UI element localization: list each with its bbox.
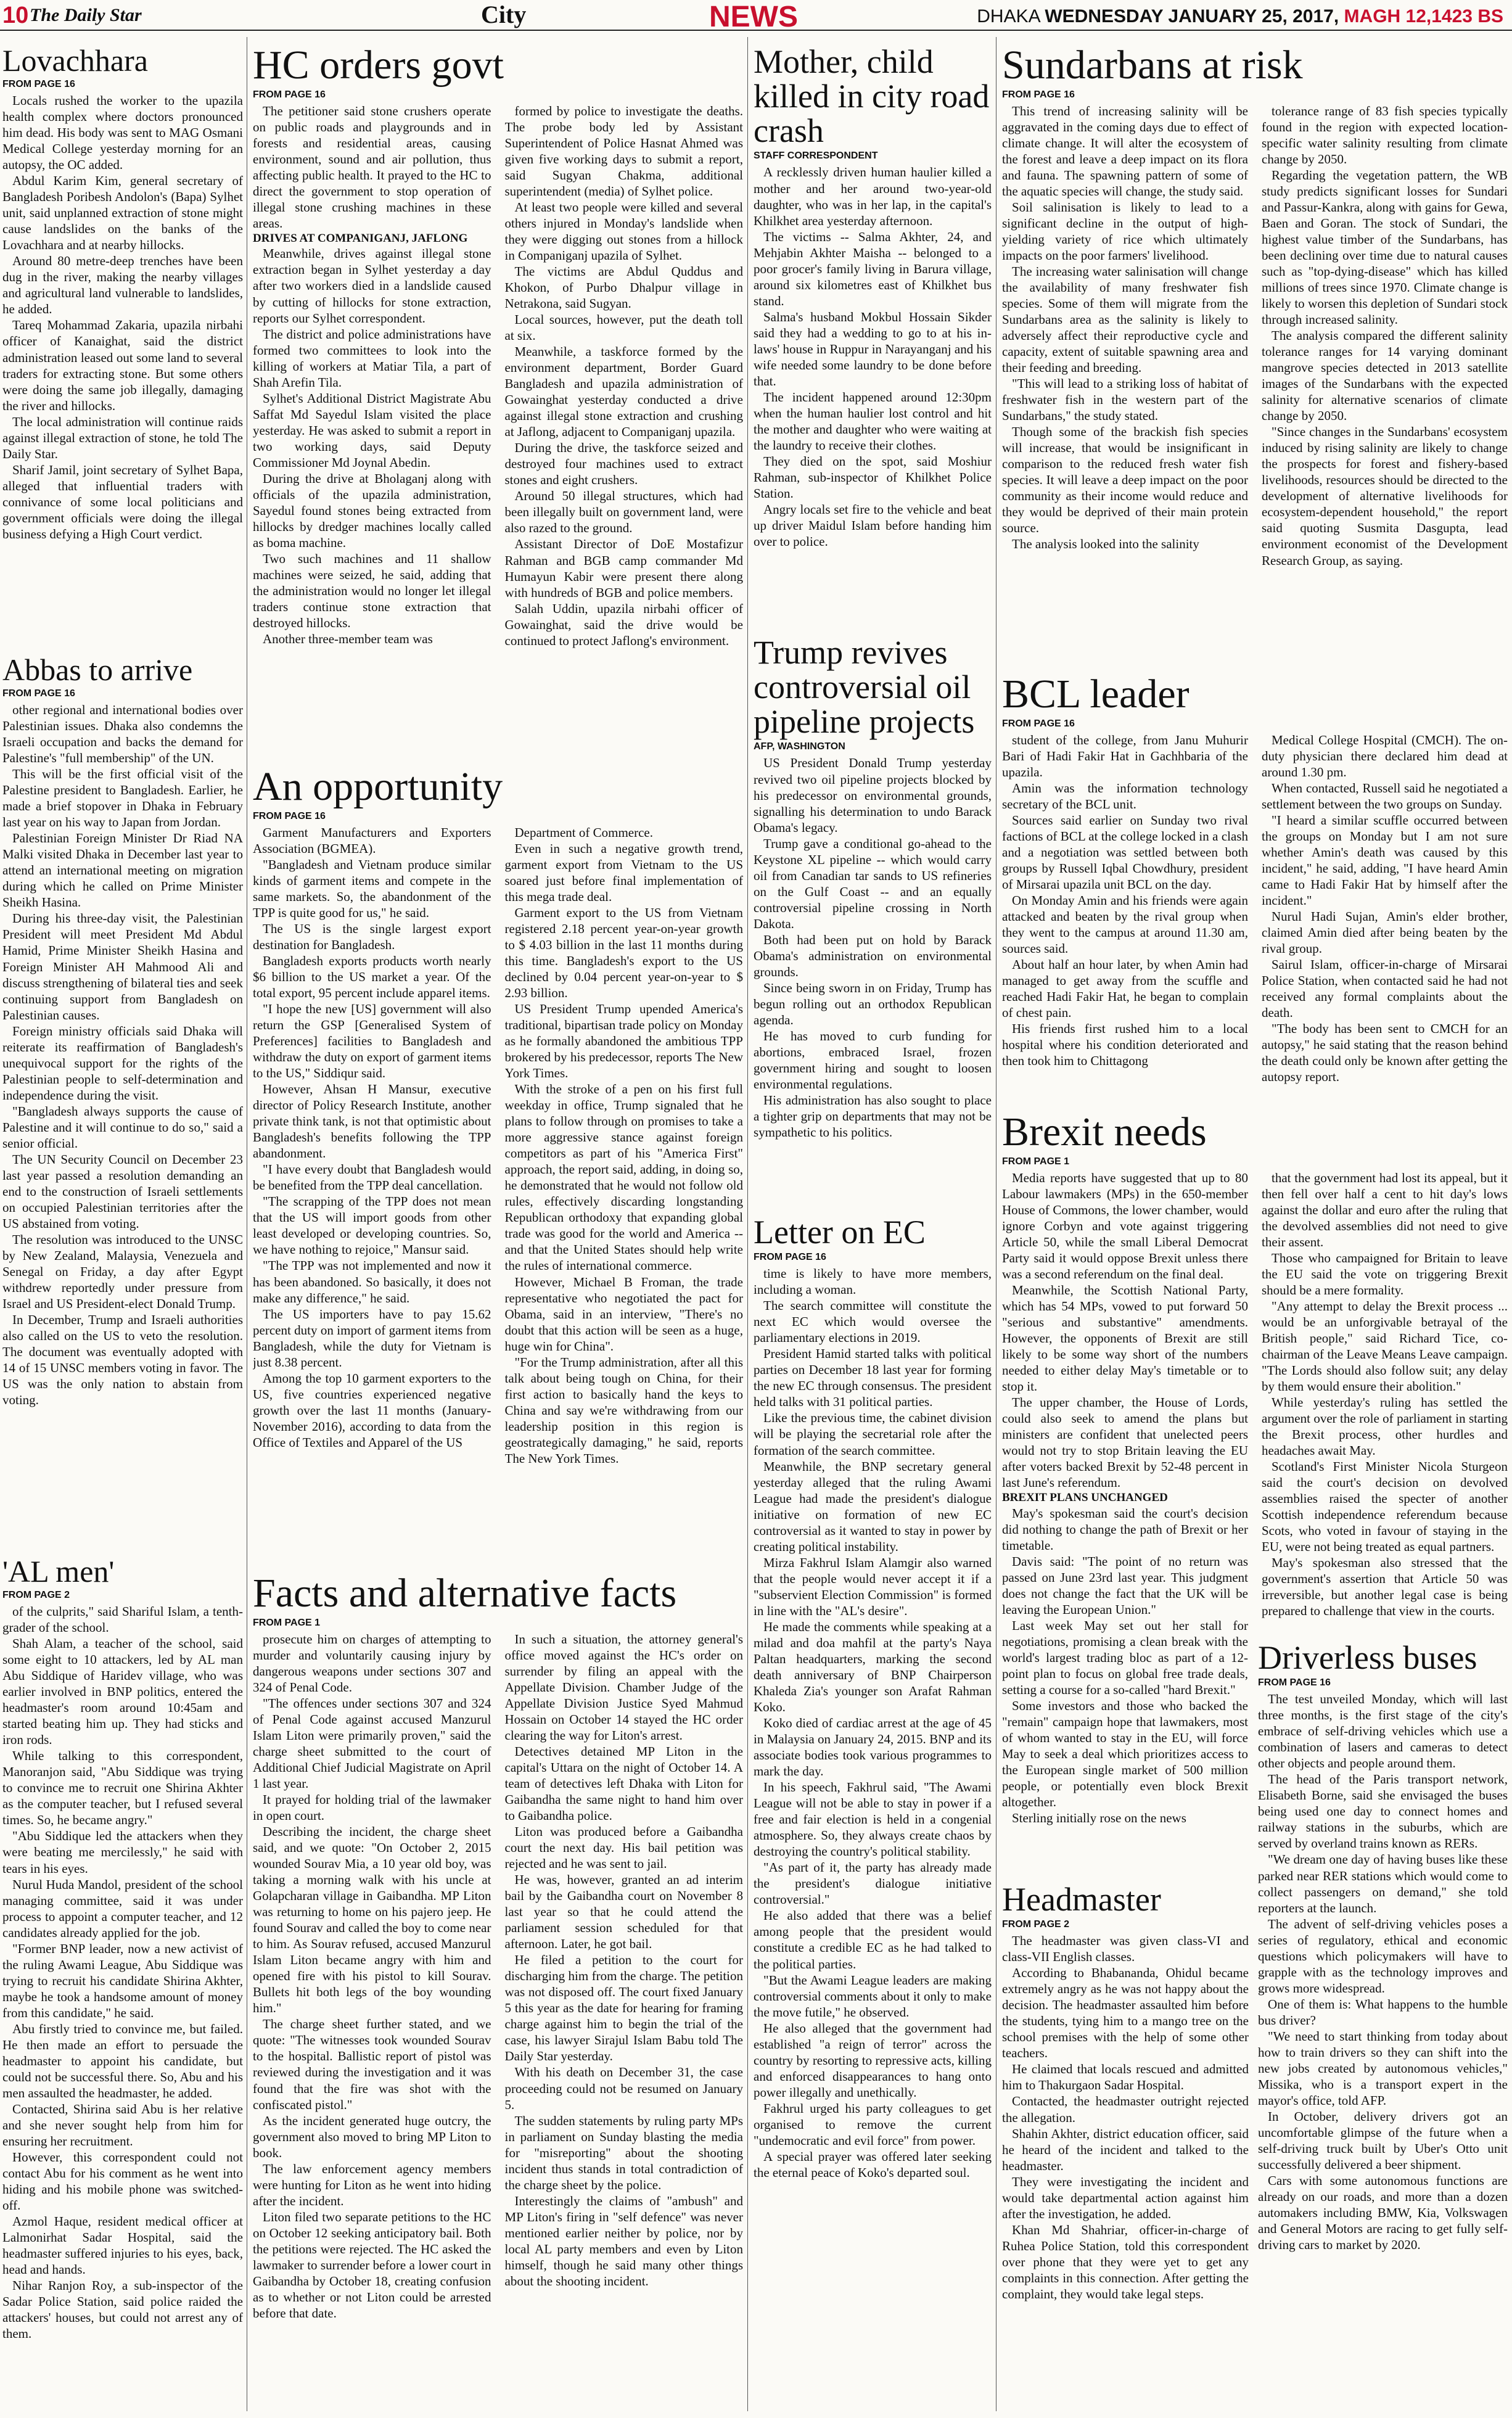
paragraph: Davis said: "The point of no return was passed on June 23rd last year. This judgment does not change the fact that the UK will be leaving the European Union." bbox=[1002, 1553, 1248, 1617]
paragraph: Department of Commerce. bbox=[514, 825, 653, 840]
headline: An opportunity bbox=[253, 766, 503, 809]
text-column bbox=[1262, 103, 1508, 569]
paragraph: Shahin Akhter, district education officer, said he heard of the incident and talked to the headmaster. bbox=[1002, 2126, 1249, 2173]
paragraph: The upper chamber, the House of Lords, could also seek to amend the plans but ministers are confident that unelected peers would not try to stop Britain leaving the EU after voters backed Brexit by 52-48 percent in last June's referendum. bbox=[1002, 1395, 1248, 1491]
paragraph: Cars with some autonomous functions are already on our roads, and more than a dozen automakers including BMW, Kia, Volkswagen and General Motors are racing to get fully self-driving cars to market by 2020. bbox=[1258, 2173, 1508, 2253]
text-column bbox=[505, 103, 744, 649]
paragraph: Interestingly the claims of "ambush" and MP Liton's firing in "self defence" was never mentioned earlier neither by police, nor by local AL party members and even by Liton himself, though he said many other things about the shooting incident. bbox=[504, 2193, 743, 2288]
paragraph: The sudden statements by ruling party MPs in parliament on Sunday blasting the media for "misreporting" about the shooting incident thus stands in total contradiction of the charge sheet by the police. bbox=[504, 2113, 743, 2192]
paragraph: When contacted, Russell said he negotiated a settlement between the two groups on Sunday. bbox=[1262, 780, 1508, 812]
story-mother-child bbox=[754, 44, 992, 630]
paragraph: Sylhet's Additional District Magistrate Abu Saffat Md Sayedul Islam visited the place yesterday. He was asked to submit a report in two working days, said Deputy Commissioner Md Joynal Abedin. bbox=[253, 390, 491, 470]
paragraph: Mirza Fakhrul Islam Alamgir also warned that the people would never accept it if a "subservient Election Commission" is formed in line with the "AL's desire". bbox=[754, 1555, 992, 1618]
headline: Mother, child killed in city road crash bbox=[754, 44, 990, 150]
paragraph: The US importers have to pay 15.62 percent duty on import of garment items from Bangladesh, while the duty for Vietnam is just 8.38 percent. bbox=[253, 1306, 491, 1370]
story-headmaster bbox=[1002, 1882, 1249, 2412]
paragraph: Nihar Ranjon Roy, a sub-inspector of the Sadar Police Station, said police raided the attackers' houses, but could not arrest any of them. bbox=[2, 2278, 243, 2342]
paragraph: The petitioner said stone crushers operate on public roads and playgrounds and in forests and residential areas, causing environment, sound and air pollution, thus affecting public health. It prayed to the HC to direct the government to stop operation of illegal stone crushing machines in these areas. bbox=[253, 103, 491, 231]
paragraph: Liton was produced before a Gaibandha court the next day. His bail petition was rejected and he was sent to jail. bbox=[504, 1824, 743, 1872]
paragraph: The victims are Abdul Quddus and Khokon, of Purbo Dhalpur village in Netrakona, said Sugyan. bbox=[504, 263, 743, 311]
paragraph: "Abu Siddique led the attackers when they were beating me mercilessly," he said with tears in his eyes. bbox=[2, 1828, 243, 1876]
paragraph: The search committee will constitute the next EC which would oversee the parliamentary elections in 2019. bbox=[754, 1298, 992, 1346]
paragraph: other regional and international bodies over Palestinian issues. Dhaka also condemns the Israeli occupation and backs the demand for Palestine's "full membership" of the UN. bbox=[2, 702, 243, 766]
headline: Trump revives controversial oil pipeline projects bbox=[754, 635, 975, 741]
paragraph: May's spokesman said the court's decision did nothing to change the path of Brexit or her timetable. bbox=[1002, 1505, 1248, 1553]
paragraph: The district and police administrations have formed two committees to look into the killing of workers at Matiar Tila, a part of Shah Arefin Tila. bbox=[253, 326, 491, 390]
paragraph: "The offences under sections 307 and 324 of Penal Code against accused Manzurul Islam Liton were primarily proven," said the charge sheet submitted to the court of Additional Chief Judicial Magistrate on April 1 last year. bbox=[253, 1695, 491, 1791]
text-column bbox=[1258, 1691, 1508, 2253]
story-facts bbox=[253, 1573, 743, 2412]
jump-label: FROM PAGE 16 bbox=[1258, 1677, 1331, 1688]
paragraph: The head of the Paris transport network, Elisabeth Borne, said she envisaged the buses being used one day to connect homes and railway stations in the suburbs, which are served by overland trains known as RERs. bbox=[1258, 1772, 1508, 1851]
headline: Driverless buses bbox=[1258, 1640, 1477, 1676]
jump-label: FROM PAGE 2 bbox=[1002, 1919, 1070, 1930]
dateline-date: WEDNESDAY JANUARY 25, 2017, bbox=[1045, 6, 1339, 27]
paragraph: time is likely to have more members, including a woman. bbox=[754, 1266, 992, 1297]
headline: Lovachhara bbox=[2, 44, 148, 78]
dateline-place: DHAKA bbox=[977, 6, 1040, 27]
story-body bbox=[754, 164, 992, 549]
paragraph: As the incident generated huge outcry, the government also moved to bring MP Liton to book. bbox=[253, 2113, 491, 2160]
paragraph: Angry locals set fire to the vehicle and beat up driver Maidul Islam before handing him over to police. bbox=[754, 502, 992, 549]
paragraph: With his death on December 31, the case proceeding could not be resumed on January 5. bbox=[504, 2065, 743, 2112]
paragraph: This trend of increasing salinity will be aggravated in the coming days due to effect of climate change. It will alter the ecosystem of the forest and leave a deep impact on its flora and fauna. The spawning pattern of some of the aquatic species will change, the study said. bbox=[1002, 103, 1248, 199]
text-column bbox=[253, 1631, 491, 2321]
paragraph: During his three-day visit, the Palestinian President will meet President Md Abdul Hamid, Prime Minister Sheikh Hasina and Foreign Minister AH Mahmood Ali and discuss strengthening of bilateral ties and seek continuing support from Bangladesh on Palestinian causes. bbox=[2, 911, 243, 1022]
paragraph: In December, Trump and Israeli authorities also called on the US to veto the resolution. The document was eventually adopted with 14 of 15 UNSC members voting in favor. The US was the only nation to abstain from voting. bbox=[2, 1312, 243, 1408]
paragraph: Last week May set out her stall for negotiations, promising a clean break with the world's largest trading bloc as part of a 12-point plan to focus on global free trade deals, setting a course for a so-called "hard Brexit." bbox=[1002, 1618, 1248, 1698]
paragraph: US President Trump upended America's traditional, bipartisan trade policy on Monday as he formally abandoned the ambitious TPP brokered by his predecessor, reports The New York Times. bbox=[504, 1001, 743, 1081]
headline: 'AL men' bbox=[2, 1555, 115, 1589]
paragraph: Sharif Jamil, joint secretary of Sylhet Bapa, alleged that influential traders with connivance of some local politicians and government officials were doing the illegal business defying a High Court verdict. bbox=[2, 462, 243, 541]
section-name: City bbox=[481, 1, 527, 28]
paragraph: Nurul Hadi Sujan, Amin's elder brother, claimed Amin died after being beaten by the rival group. bbox=[1262, 908, 1508, 956]
paragraph: "The scrapping of the TPP does not mean that the US will import goods from other least developed or developing countries. So, we have nothing to rejoice," Mansur said. bbox=[253, 1194, 491, 1257]
paragraph: His friends first rushed him to a local hospital where his condition deteriorated and then took him to Chittagong bbox=[1002, 1021, 1248, 1069]
story-body bbox=[754, 755, 992, 1140]
paragraph: Among the top 10 garment exporters to the US, five countries experienced negative growth over the last 11 months (January-November 2016), according to data from the Office of Textiles and Apparel of the US bbox=[253, 1370, 491, 1450]
paragraph: One of them is: What happens to the humble bus driver? bbox=[1258, 1996, 1508, 2028]
jump-label: STAFF CORRESPONDENT bbox=[754, 150, 878, 162]
headline: Abbas to arrive bbox=[2, 654, 193, 687]
paragraph: Soil salinisation is likely to lead to a significant decline in the output of high-yielding variety of rice which ultimately impacts on the poor farmers' livelihood. bbox=[1002, 199, 1248, 263]
paragraph: He made the comments while speaking at a milad and doa mahfil at the party's Naya Paltan headquarters, marking the second death anniversary of BNP Chairperson Khaleda Zia's younger son Arafat Rahman Koko. bbox=[754, 1619, 992, 1714]
paragraph: Local sources, however, put the death toll at six. bbox=[504, 312, 743, 343]
paragraph: of the culprits," said Shariful Islam, a tenth-grader of the school. bbox=[2, 1604, 243, 1635]
paragraph: Sterling initially rose on the news bbox=[1012, 1811, 1186, 1826]
paragraph: prosecute him on charges of attempting to murder and voluntarily causing injury by dangerous weapons under sections 307 and 324 of Penal Code. bbox=[253, 1631, 491, 1695]
story-letter-ec bbox=[754, 1215, 992, 2412]
paragraph: The charge sheet further stated, and we quote: "The witnesses took wounded Sourav to the hospital. Ballistic report of pistol was reviewed during the investigation and it was found that the fire was shot with the confiscated pistol." bbox=[253, 2017, 491, 2112]
text-column bbox=[505, 1631, 744, 2321]
story-body bbox=[2, 702, 243, 1408]
paragraph: A recklessly driven human haulier killed a mother and her around two-year-old daughter, who was in her lap, in the capital's Khilkhet area yesterday afternoon. bbox=[754, 165, 992, 228]
paragraph: Koko died of cardiac arrest at the age of 45 in Malaysia on January 24, 2015. BNP and its associate bodies took various programmes to mark the day. bbox=[754, 1716, 992, 1779]
paragraph: "As part of it, the party has already made the president's dialogue initiative controversial." bbox=[754, 1860, 992, 1907]
text-column bbox=[2, 702, 243, 1408]
story-hc-orders bbox=[253, 44, 743, 759]
paragraph: Assistant Director of DoE Mostafizur Rahman and BGB camp commander Md Humayun Kabir were present there along with hundreds of BGB and police members. bbox=[504, 537, 743, 600]
newspaper-logo: The Daily Star bbox=[30, 5, 142, 25]
paragraph: "Bangladesh always supports the cause of Palestine and it will continue to do so," said a senior official. bbox=[2, 1103, 243, 1151]
paragraph: Like the previous time, the cabinet division will be playing the secretarial role after the formation of the search committee. bbox=[754, 1410, 992, 1458]
paragraph: The analysis looked into the salinity bbox=[1012, 537, 1199, 552]
paragraph: "I heard a similar scuffle occurred between the groups on Monday but I am not sure whether Amin's death was caused by this incident," he said, adding, "I have heard Amin came to Hadi Fakir Hat by himself after the incident." bbox=[1262, 812, 1508, 908]
text-column bbox=[1002, 1933, 1249, 2302]
paragraph: "We dream one day of having buses like these parked near RER stations which would come to collect passengers on demand," she told reporters at the launch. bbox=[1258, 1852, 1508, 1915]
paragraph: "For the Trump administration, after all this talk about being tough on China, for their first action to basically hand the keys to China and say we're withdrawing from our leadership position in this region is geostrategically damaging," he said, reports The New York Times. bbox=[504, 1354, 743, 1466]
paragraph: Palestinian Foreign Minister Dr Riad NA Malki visited Dhaka in December last year to attend an international meeting on migration during which he called on Prime Minister Sheikh Hasina. bbox=[2, 831, 243, 910]
paragraph: Nurul Huda Mandol, president of the school managing committee, said it was under process to appoint a computer teacher, and 12 candidates already applied for the job. bbox=[2, 1877, 243, 1940]
paragraph: The headmaster was given class-VI and class-VII English classes. bbox=[1002, 1933, 1249, 1965]
jump-label: FROM PAGE 16 bbox=[754, 1252, 826, 1263]
story-body bbox=[253, 103, 743, 649]
paragraph: Contacted, the headmaster outright rejected the allegation. bbox=[1002, 2094, 1249, 2125]
paragraph: Garment Manufacturers and Exporters Association (BGMEA). bbox=[253, 825, 491, 856]
paragraph: He also alleged that the government had established "a reign of terror" across the country by resorting to repressive acts, killing and enforced disappearances to hang onto power illegally and unethically. bbox=[754, 2020, 992, 2100]
story-abbas bbox=[2, 654, 243, 1549]
paragraph: He claimed that locals rescued and admitted him to Thakurgaon Sadar Hospital. bbox=[1002, 2062, 1249, 2093]
paragraph: Regarding the vegetation pattern, the WB study predicts significant losses for Sundari and Passur-Kankra, along with gains for Gewa, Baen and Goran. The stock of Sundari, the highest value timber of the Sundarbans, has been declining over time due to natural causes such as "top-dying-disease" which has killed millions of trees since 1970. Climate change is likely to worsen this depletion of Sundari stock through increased salinity. bbox=[1262, 167, 1508, 327]
subheading: BREXIT PLANS UNCHANGED bbox=[1002, 1491, 1168, 1505]
jump-label: FROM PAGE 1 bbox=[253, 1617, 321, 1628]
paragraph: Since being sworn in on Friday, Trump has begun rolling out an orthodox Republican agenda. bbox=[754, 980, 992, 1027]
story-body bbox=[1258, 1691, 1508, 2253]
paragraph: About half an hour later, by when Amin had managed to get away from the scuffle and reached Hadi Fakir Hat, he began to complain of chest pain. bbox=[1002, 957, 1248, 1021]
headline: Letter on EC bbox=[754, 1215, 926, 1251]
paragraph: Two such machines and 11 shallow machines were seized, he said, adding that the administration would no longer let illegal traders continue stone extraction that destroyed hillocks. bbox=[253, 551, 491, 631]
paragraph: "Bangladesh and Vietnam produce similar kinds of garment items and compete in the same markets. So, the abandonment of the TPP is quite good for us," he said. bbox=[253, 857, 491, 920]
paragraph: "The body has been sent to CMCH for an autopsy," he said stating that the reason behind the death could only be known after getting the autopsy report. bbox=[1262, 1021, 1508, 1085]
paragraph: Azmol Haque, resident medical officer at Lalmonirhat Sadar Hospital, said the headmaster suffered injuries to his eyes, back, head and hands. bbox=[2, 2214, 243, 2277]
story-trump bbox=[754, 635, 992, 1210]
dateline-bangla-date: MAGH 12,1423 BS bbox=[1344, 6, 1503, 27]
headline: BCL leader bbox=[1002, 673, 1189, 717]
story-body bbox=[2, 1603, 243, 2342]
paragraph: that the government had lost its appeal, but it then fell over half a cent to hit day's lows against the dollar and euro after the ruling that the devolved assemblies did not need to give their assent. bbox=[1262, 1170, 1508, 1249]
paragraph: student of the college, from Janu Muhurir Bari of Hadi Fakir Hat in Gachhbaria of the upazila. bbox=[1002, 732, 1248, 779]
paragraph: Meanwhile, the BNP secretary general yesterday alleged that the ruling Awami League had made the president's dialogue initiative on formation of new EC controversial as it wanted to stay in power by creating political instability. bbox=[754, 1458, 992, 1554]
paragraph: Media reports have suggested that up to 80 Labour lawmakers (MPs) in the 650-member House of Commons, the lower chamber, would ignore Corbyn and vote against triggering Article 50, while the small Liberal Democrat Party said it would oppose Brexit unless there was a second referendum on the final deal. bbox=[1002, 1170, 1248, 1281]
text-column bbox=[1002, 732, 1248, 1085]
paragraph: Meanwhile, the Scottish National Party, which has 54 MPs, vowed to put forward 50 "serious and substantive" amendments. However, the opponents of Brexit are still likely to be some way short of the numbers needed to either delay May's timetable or to stop it. bbox=[1002, 1282, 1248, 1394]
story-sundarbans bbox=[1002, 44, 1508, 667]
paragraph: Shah Alam, a teacher of the school, said some eight to 10 attackers, led by AL man Abu Siddique of Haridev village, who was earlier involved in BNP politics, entered the headmaster's room around 10:45am and started beating him up. They had sticks and iron rods. bbox=[2, 1636, 243, 1748]
jump-label: FROM PAGE 16 bbox=[1002, 718, 1075, 729]
dateline bbox=[977, 6, 1503, 27]
headline: Sundarbans at risk bbox=[1002, 44, 1303, 88]
paragraph: This will be the first official visit of the Palestine president to Bangladesh. Earlier, he made a brief stopover in Dhaka in February last year on his way to Japan from Jordan. bbox=[2, 767, 243, 830]
paragraph: "Any attempt to delay the Brexit process ... would be an unforgivable betrayal of the British people," said Richard Tice, co-chairman of the Leave Means Leave campaign. "The Lords should also follow suit; any delay by them would ensure their abolition." bbox=[1262, 1298, 1508, 1394]
paragraph: The advent of self-driving vehicles poses a series of regulatory, ethical and economic questions which policymakers will have to grapple with as the technology improves and grows more widespread. bbox=[1258, 1916, 1508, 1996]
story-body bbox=[253, 825, 743, 1466]
paragraph: Sairul Islam, officer-in-charge of Mirsarai Police Station, when contacted said he had not received any formal complaints about the death. bbox=[1262, 957, 1508, 1021]
paragraph: Fakhrul urged his party colleagues to get organised to remove the current "undemocratic and evil force" from power. bbox=[754, 2100, 992, 2148]
story-bcl-leader bbox=[1002, 673, 1508, 1105]
paragraph: The UN Security Council on December 23 last year passed a resolution demanding an end to the construction of Israeli settlements on occupied Palestinian territories after the US abstained from voting. bbox=[2, 1151, 243, 1231]
paragraph: The local administration will continue raids against illegal extraction of stone, he told The Daily Star. bbox=[2, 414, 243, 461]
paragraph: On Monday Amin and his friends were again attacked and beaten by the rival group when they went to the campus at around 11.30 am, sources said. bbox=[1002, 892, 1248, 956]
paragraph: Amin was the information technology secretary of the BCL unit. bbox=[1002, 780, 1248, 812]
paragraph: According to Bhabananda, Ohidul became extremely angry as he was not happy about the decision. The headmaster assaulted him before the students, tying him to a mango tree on the school premises with the help of some other teachers. bbox=[1002, 1965, 1249, 2061]
paragraph: Another three-member team was bbox=[263, 631, 433, 647]
paragraph: "I have every doubt that Bangladesh would be benefited from the TPP deal cancellation. bbox=[253, 1162, 491, 1193]
paragraph: "The TPP was not implemented and now it has been abandoned. So basically, it does not make any difference," he said. bbox=[253, 1258, 491, 1306]
paragraph: It prayed for holding trial of the lawmaker in open court. bbox=[253, 1791, 491, 1823]
text-column bbox=[2, 93, 243, 542]
paragraph: Liton filed two separate petitions to the HC on October 12 seeking anticipatory bail. Both the petitions were rejected. The HC asked the lawmaker to surrender before a lower court in Gaibandha by October 18, creating confusion as to whether or not Liton could be arrested before that date. bbox=[253, 2209, 491, 2321]
paragraph: Salma's husband Mokbul Hossain Sikder said they had a wedding to go to at his in-laws' house in Ruppur in Narayanganj and his wife needed some laundry to be done before that. bbox=[754, 309, 992, 389]
paragraph: May's spokesman also stressed that the government's assertion that Article 50 was irreversible, but another legal case is being prepared to challenge that view in the courts. bbox=[1262, 1555, 1508, 1619]
paragraph: Both had been put on hold by Barack Obama's administration on environmental grounds. bbox=[754, 932, 992, 979]
paragraph: "This will lead to a striking loss of habitat of freshwater fish in the western part of the Sundarbans," the study stated. bbox=[1002, 376, 1248, 424]
paragraph: Bangladesh exports products worth nearly $6 billion to the US market a year. Of the total export, 95 percent include apparel items. bbox=[253, 953, 491, 1000]
headline: HC orders govt bbox=[253, 44, 504, 88]
jump-label: FROM PAGE 16 bbox=[1002, 89, 1075, 100]
paragraph: Salah Uddin, upazila nirbahi officer of Gowainghat, said the drive would be continued to protect Jaflong's environment. bbox=[504, 601, 743, 648]
story-body bbox=[1002, 103, 1508, 569]
paragraph: Meanwhile, a taskforce formed by the environment department, Border Guard Bangladesh and upazila administration of Gowainghat yesterday conducted a drive against illegal stone extraction and crushing at Jaflong, adjacent to Companiganj upazila. bbox=[504, 344, 743, 440]
paragraph: Those who campaigned for Britain to leave the EU said the vote on triggering Brexit should be a mere formality. bbox=[1262, 1250, 1508, 1297]
paragraph: The law enforcement agency members were hunting for Liton as he went into hiding after the incident. bbox=[253, 2161, 491, 2208]
paragraph: President Hamid started talks with political parties on December 18 last year for forming the new EC through consensus. The president held talks with 31 political parties. bbox=[754, 1346, 992, 1410]
paragraph: The test unveiled Monday, which will last three months, is the first stage of the city's embrace of self-driving vehicles which use a combination of lasers and cameras to detect other objects and people around them. bbox=[1258, 1692, 1508, 1771]
paragraph: A special prayer was offered later seeking the eternal peace of Koko's departed soul. bbox=[754, 2149, 992, 2180]
paragraph: Some investors and those who backed the "remain" campaign hope that lawmakers, most of whom wanted to stay in the EU, will force May to seek a deal which prioritizes access to the European single market of 500 million people, or potentially even block Brexit altogether. bbox=[1002, 1698, 1248, 1810]
paragraph: However, Ahsan H Mansur, executive director of Policy Research Institute, another private think tank, is not that optimistic about Bangladesh's benefits following the TPP abandonment. bbox=[253, 1082, 491, 1161]
headline: Brexit needs bbox=[1002, 1111, 1207, 1154]
text-column bbox=[754, 755, 992, 1140]
text-column bbox=[2, 1603, 243, 2342]
story-driverless bbox=[1258, 1640, 1508, 2412]
paragraph: The analysis compared the different salinity tolerance ranges for 14 varying dominant mangrove species detected in 2013 satellite images of the Sundarbans with the expected salinity for alternative scenarios of climate change by 2050. bbox=[1262, 328, 1508, 424]
text-column bbox=[253, 825, 491, 1466]
text-column bbox=[1002, 103, 1248, 569]
paragraph: Foreign ministry officials said Dhaka will reiterate its reaffirmation of Bangladesh's unequivocal support for the rights of the Palestinian people to self-determination and independence during the visit. bbox=[2, 1023, 243, 1103]
paragraph: The US is the single largest export destination for Bangladesh. bbox=[253, 921, 491, 952]
paragraph: Abdul Karim Kim, general secretary of Bangladesh Poribesh Andolon's (Bapa) Sylhet unit, said unplanned extraction of stone might cause landslides on the banks of the Lovachhara and at nearby hillocks. bbox=[2, 173, 243, 253]
paragraph: In October, delivery drivers got an uncomfortable glimpse of the future when a self-driving truck built by Uber's Otto unit successfully delivered a beer shipment. bbox=[1258, 2108, 1508, 2173]
paragraph: Abu firstly tried to convince me, but failed. He then made an effort to persuade the headmaster to appoint his candidate, but could not be successful there. So, Abu and his men assaulted the headmaster, he added. bbox=[2, 2021, 243, 2100]
subheading: DRIVES AT COMPANIGANJ, JAFLONG bbox=[253, 231, 468, 245]
paragraph: Locals rushed the worker to the upazila health complex where doctors pronounced him dead. His body was sent to MAG Osmani Medical College yesterday morning for an autopsy, the OC added. bbox=[2, 93, 243, 173]
paragraph: formed by police to investigate the deaths. The probe body led by Assistant Superintendent of Police Hasnat Ahmed was given five working days to submit a report, said Sugyan Chakma, additional superintendent (media) of Sylhet police. bbox=[504, 103, 743, 199]
paragraph: tolerance range of 83 fish species typically found in the region with expected location-specific water salinity resulting from climate change by 2050. bbox=[1262, 103, 1508, 167]
paragraph: During the drive, the taskforce seized and destroyed four machines used to extract stones and eight crushers. bbox=[504, 440, 743, 488]
paragraph: Tareq Mohammad Zakaria, upazila nirbahi officer of Kanaighat, said the district administration leased out some land to several traders for extracting stone. But some others were doing the same job illegally, damaging the river and hillocks. bbox=[2, 318, 243, 413]
jump-label: FROM PAGE 16 bbox=[2, 79, 75, 89]
paragraph: In his speech, Fakhrul said, "The Awami League will not be able to stay in power if a free and fair election is held in a congenial atmosphere. So, they always create chaos by destroying the country's political stability. bbox=[754, 1780, 992, 1859]
paragraph: Though some of the brackish fish species will increase, that would be insignificant in comparison to the reduced fresh water fish species. It will leave a deep impact on the poor community as their income would reduce and they would be deprived of their main protein source. bbox=[1002, 424, 1248, 536]
text-column bbox=[754, 164, 992, 549]
paragraph: However, Michael B Froman, the trade representative who negotiated the pact for Obama, said in an interview, "There's no doubt that this action will be seen as a huge, huge win for China". bbox=[504, 1274, 743, 1354]
text-column bbox=[1262, 732, 1508, 1085]
jump-label: FROM PAGE 16 bbox=[253, 89, 326, 100]
text-column bbox=[754, 1265, 992, 2181]
story-body bbox=[1002, 732, 1508, 1085]
paragraph: They were investigating the incident and would take departmental action against him after the investigation, he added. bbox=[1002, 2174, 1249, 2221]
paragraph: Detectives detained MP Liton in the capital's Uttara on the night of October 14. A team of detectives left Dhaka with Liton for Gaibandha the same night to hand him over to Gaibandha police. bbox=[504, 1743, 743, 1823]
paragraph: Garment export to the US from Vietnam registered 2.18 percent year-on-year growth to $ 4.03 billion in the last 11 months during this time. Bangladesh's export to the US declined by 0.04 percent year-on-year to $ 2.93 billion. bbox=[504, 905, 743, 1000]
paragraph: Meanwhile, drives against illegal stone extraction began in Sylhet yesterday a day after two workers died in a landslide caused by cutting of hillocks for stone extraction, reports our Sylhet correspondent. bbox=[253, 246, 491, 326]
paragraph: While yesterday's ruling has settled the argument over the role of parliament in starting the Brexit process, other hurdles and headaches await May. bbox=[1262, 1395, 1508, 1458]
page-number: 10 bbox=[2, 2, 29, 28]
paragraph: "We need to start thinking from today about how to train drivers so they can shift into the new jobs created by autonomous vehicles," Missika, who is a transport expert in the mayor's office, told AFP. bbox=[1258, 2028, 1508, 2108]
headline: Headmaster bbox=[1002, 1882, 1161, 1918]
page-header bbox=[0, 0, 1512, 31]
paragraph: Scotland's First Minister Nicola Sturgeon said the court's decision on devolved assemblies raised the specter of another Scottish independence referendum because Scots, who voted in favour of staying in the EU, were not being treated as equal partners. bbox=[1262, 1459, 1508, 1555]
paragraph: "I hope the new [US] government will also return the GSP [Generalised System of Preferences] facilities to Bangladesh and withdraw the duty on export of garment items to the US," Siddiqur said. bbox=[253, 1001, 491, 1081]
paragraph: The victims -- Salma Akhter, 24, and Mehjabin Akhter Maisha -- belonged to a poor grocer's family living in Barura village, around six kilometres east of Khilkhet bus stand. bbox=[754, 229, 992, 308]
paragraph: However, this correspondent could not contact Abu for his comment as he went into hiding and his mobile phone was switched-off. bbox=[2, 2150, 243, 2213]
jump-label: FROM PAGE 16 bbox=[253, 810, 326, 821]
paragraph: Around 80 metre-deep trenches have been dug in the river, making the nearby villages and agricultural land vulnerable to landslides, he added. bbox=[2, 253, 243, 317]
paragraph: "Since changes in the Sundarbans' ecosystem induced by rising salinity are likely to change the prospects for forest and fishery-based livelihoods, resources should be directed to the development of alternative livelihoods for ecosystem-dependent household," the report said quoting Susmita Dasgupta, lead environment economist of the Development Research Group, as saying. bbox=[1262, 424, 1508, 568]
text-column bbox=[253, 103, 491, 649]
paragraph: Contacted, Shirina said Abu is her relative and she never sought help from him for ensuring her recruitment. bbox=[2, 2101, 243, 2149]
paragraph: He also added that there was a belief among people that the president would constitute a credible EC as he had talked to the political parties. bbox=[754, 1908, 992, 1972]
story-al-men bbox=[2, 1555, 243, 2412]
story-body bbox=[1002, 1933, 1249, 2302]
story-body bbox=[253, 1631, 743, 2321]
jump-label: FROM PAGE 16 bbox=[2, 688, 75, 699]
paragraph: The incident happened around 12:30pm when the human haulier lost control and hit the mother and daughter who were waiting at the laundry to receive their clothes. bbox=[754, 389, 992, 453]
story-body bbox=[754, 1265, 992, 2181]
paragraph: He was, however, granted an ad interim bail by the Gaibandha court on November 8 last year so that he could attend the parliament session scheduled for that afternoon. Later, he got bail. bbox=[504, 1872, 743, 1952]
paragraph: The increasing water salinisation will change the availability of many freshwater fish species. Some of them will migrate from the Sundarbans area as the salinity is likely to adversely affect their reproductive cycle and capacity, extent of suitable spawning area and their feeding and breeding. bbox=[1002, 263, 1248, 376]
headline: Facts and alternative facts bbox=[253, 1573, 677, 1616]
column-rule bbox=[747, 37, 748, 2411]
paragraph: Khan Md Shahriar, officer-in-charge of Ruhea Police Station, told this correspondent over phone that they were yet to get any complaints in this connection. After getting the complaint, they would take legal steps. bbox=[1002, 2222, 1249, 2301]
paragraph: In such a situation, the attorney general's office moved against the HC's order on surrender by filing an appeal with the Appellate Division. Chamber Judge of the Appellate Division Justice Syed Mahmud Hossain on October 14 stayed the HC order clearing the way for Liton's arrest. bbox=[504, 1631, 743, 1743]
story-lovachhara bbox=[2, 44, 243, 648]
text-column bbox=[505, 825, 744, 1466]
jump-label: AFP, WASHINGTON bbox=[754, 741, 845, 752]
paragraph: He filed a petition to the court for discharging him from the charge. The petition was not disposed off. The court fixed January 5 this year as the date for hearing for framing charge against him to begin the trial of the case, his lawyer Sirajul Islam Babu told The Daily Star yesterday. bbox=[504, 1952, 743, 2064]
paragraph: While talking to this correspondent, Manoranjon said, "Abu Siddique was trying to convince me to recruit one Shirina Akhter as the computer teacher, but I refused several times. So, he became angry." bbox=[2, 1748, 243, 1828]
paragraph: "But the Awami League leaders are making controversial comments about it only to make the move futile," he observed. bbox=[754, 1972, 992, 2020]
paragraph: With the stroke of a pen on his first full weekday in office, Trump signaled that he plans to follow through on promises to take a more aggressive stance against foreign competitors as part of his "America First" approach, the report said, adding, in doing so, he demonstrated that he would not follow old rules, effectively discarding longstanding Republican orthodoxy that expanding global trade was good for the world and America -- and that the United States should help write the rules of international commerce. bbox=[504, 1082, 743, 1273]
paragraph: Around 50 illegal structures, which had been illegally built on government land, were also razed to the ground. bbox=[504, 488, 743, 536]
paragraph: During the drive at Bholaganj along with officials of the upazila administration, Sayedul found stones being extracted from hillocks by dredger machines locally called as boma machine. bbox=[253, 471, 491, 550]
paragraph: Sources said earlier on Sunday two rival factions of BCL at the college locked in a clash and a negotiation was settled between both groups by Russell Iqbal Chowdhury, president of Mirsarai upazila unit BCL on the day. bbox=[1002, 812, 1248, 892]
category-label: NEWS bbox=[709, 1, 798, 33]
story-body bbox=[2, 93, 243, 542]
paragraph: He has moved to curb funding for abortions, embraced Israel, frozen government hiring and sought to loosen environmental regulations. bbox=[754, 1029, 992, 1092]
jump-label: FROM PAGE 1 bbox=[1002, 1156, 1070, 1167]
paragraph: Describing the incident, the charge sheet said, and we quote: "On October 2, 2015 wounded Sourav Mia, a 10 year old boy, was taking a morning walk with his uncle at Golapcharan village in Gaibandha. MP Liton was returning to home on his pajero jeep. He found Sourav and called the boy to come near to him. As Sourav refused, accused Manzurul Islam Liton became angry with him and opened fire with his pistol to kill Sourav. Bullets hit both legs of the boy wounding him." bbox=[253, 1824, 491, 2016]
paragraph: The resolution was introduced to the UNSC by New Zealand, Malaysia, Venezuela and Senegal on Friday, a day after Egypt withdrew reportedly under pressure from Israel and US President-elect Donald Trump. bbox=[2, 1232, 243, 1312]
paragraph: Medical College Hospital (CMCH). The on-duty physician there declared him dead at around 1.30 pm. bbox=[1262, 732, 1508, 779]
paragraph: US President Donald Trump yesterday revived two oil pipeline projects blocked by his predecessor on environmental grounds, signalling his determination to undo Barack Obama's legacy. bbox=[754, 755, 992, 835]
paragraph: They died on the spot, said Moshiur Rahman, sub-inspector of Khilkhet Police Station. bbox=[754, 454, 992, 501]
story-opportunity bbox=[253, 766, 743, 1566]
paragraph: His administration has also sought to place a tighter grip on departments that may not be sympathetic to his politics. bbox=[754, 1093, 992, 1140]
paragraph: Trump gave a conditional go-ahead to the Keystone XL pipeline -- which would carry oil from Canadian tar sands to US refineries on the Gulf Coast -- and an equally controversial pipeline crossing in North Dakota. bbox=[754, 836, 992, 931]
paragraph: "Former BNP leader, now a new activist of the ruling Awami League, Abu Siddique was trying to recruit his candidate Shirina Akhter, maybe he took a handsome amount of money from this candidate," he said. bbox=[2, 1941, 243, 2020]
jump-label: FROM PAGE 2 bbox=[2, 1590, 70, 1600]
paragraph: Even in such a negative growth trend, garment export from Vietnam to the US soared just before final implementation of this mega trade deal. bbox=[504, 841, 743, 904]
paragraph: At least two people were killed and several others injured in Monday's landslide when they were digging out stones from a hillock in Companiganj upazila of Sylhet. bbox=[504, 199, 743, 263]
text-column bbox=[1002, 1170, 1248, 1827]
